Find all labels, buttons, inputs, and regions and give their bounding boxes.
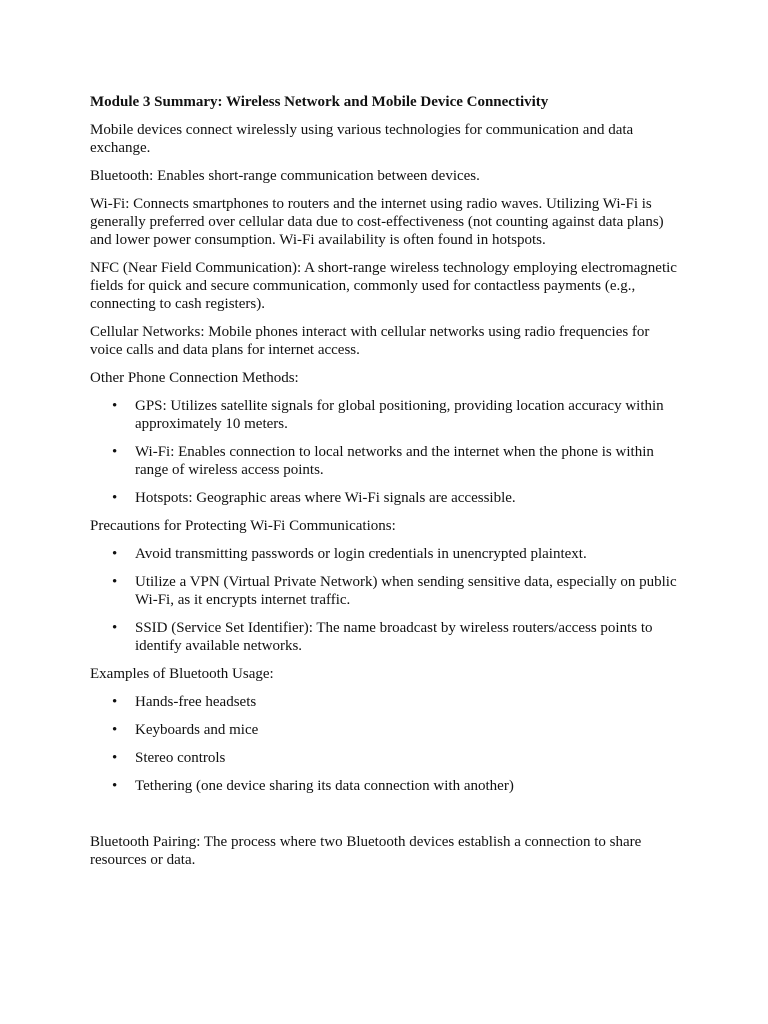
list-item-text: Stereo controls	[135, 750, 226, 766]
list-item	[112, 693, 680, 711]
other-methods-list	[90, 397, 680, 507]
bluetooth-usage-list	[90, 693, 680, 795]
bullet-icon: •	[112, 398, 118, 414]
bullet-icon: •	[112, 444, 118, 460]
list-item-text: Utilize a VPN (Virtual Private Network) when sending sensitive data, especially on public Wi-Fi, as it encrypts internet traffic.	[135, 574, 677, 608]
blank-line	[90, 805, 680, 833]
list-item-text: Hands-free headsets	[135, 694, 257, 710]
list-item-text: Hotspots: Geographic areas where Wi-Fi signals are accessible.	[135, 490, 516, 506]
bluetooth-usage-heading: Examples of Bluetooth Usage:	[90, 666, 274, 682]
list-item-text: Keyboards and mice	[135, 722, 259, 738]
bullet-icon: •	[112, 546, 118, 562]
document-title: Module 3 Summary: Wireless Network and Mobile Device Connectivity	[90, 94, 549, 110]
list-item	[112, 721, 680, 739]
list-item	[112, 545, 680, 563]
cellular-paragraph: Cellular Networks: Mobile phones interact with cellular networks using radio frequencies for voice calls and data plans for internet access.	[90, 324, 650, 358]
list-item-text: Wi-Fi: Enables connection to local networks and the internet when the phone is within range of wireless access points.	[135, 444, 654, 478]
list-item	[112, 489, 680, 507]
pairing-paragraph: Bluetooth Pairing: The process where two Bluetooth devices establish a connection to share resources or data.	[90, 834, 642, 868]
list-item	[112, 443, 680, 479]
list-item-text: Avoid transmitting passwords or login credentials in unencrypted plaintext.	[135, 546, 587, 562]
list-item-text: GPS: Utilizes satellite signals for global positioning, providing location accuracy within approximately 10 meters.	[135, 398, 664, 432]
bullet-icon: •	[112, 694, 118, 710]
list-item	[112, 777, 680, 795]
list-item-text: Tethering (one device sharing its data connection with another)	[135, 778, 514, 794]
bluetooth-paragraph: Bluetooth: Enables short-range communication between devices.	[90, 168, 480, 184]
list-item-text: SSID (Service Set Identifier): The name broadcast by wireless routers/access points to identify available networks.	[135, 620, 653, 654]
document-page	[90, 93, 680, 879]
intro-paragraph: Mobile devices connect wirelessly using various technologies for communication and data exchange.	[90, 122, 634, 156]
wifi-paragraph: Wi-Fi: Connects smartphones to routers and the internet using radio waves. Utilizing Wi-Fi is generally preferred over cellular data due to cost-effectiveness (not counting against data plans) and lower power consumption. Wi-Fi availability is often found in hotspots.	[90, 196, 664, 248]
list-item	[112, 749, 680, 767]
precautions-heading: Precautions for Protecting Wi-Fi Communications:	[90, 518, 396, 534]
bullet-icon: •	[112, 750, 118, 766]
bullet-icon: •	[112, 490, 118, 506]
other-methods-heading: Other Phone Connection Methods:	[90, 370, 299, 386]
list-item	[112, 619, 680, 655]
bullet-icon: •	[112, 574, 118, 590]
precautions-list	[90, 545, 680, 655]
list-item	[112, 397, 680, 433]
nfc-paragraph: NFC (Near Field Communication): A short-range wireless technology employing electromagnetic fields for quick and secure communication, commonly used for contactless payments (e.g., connecting to cash registers).	[90, 260, 677, 312]
list-item	[112, 573, 680, 609]
bullet-icon: •	[112, 620, 118, 636]
bullet-icon: •	[112, 778, 118, 794]
bullet-icon: •	[112, 722, 118, 738]
